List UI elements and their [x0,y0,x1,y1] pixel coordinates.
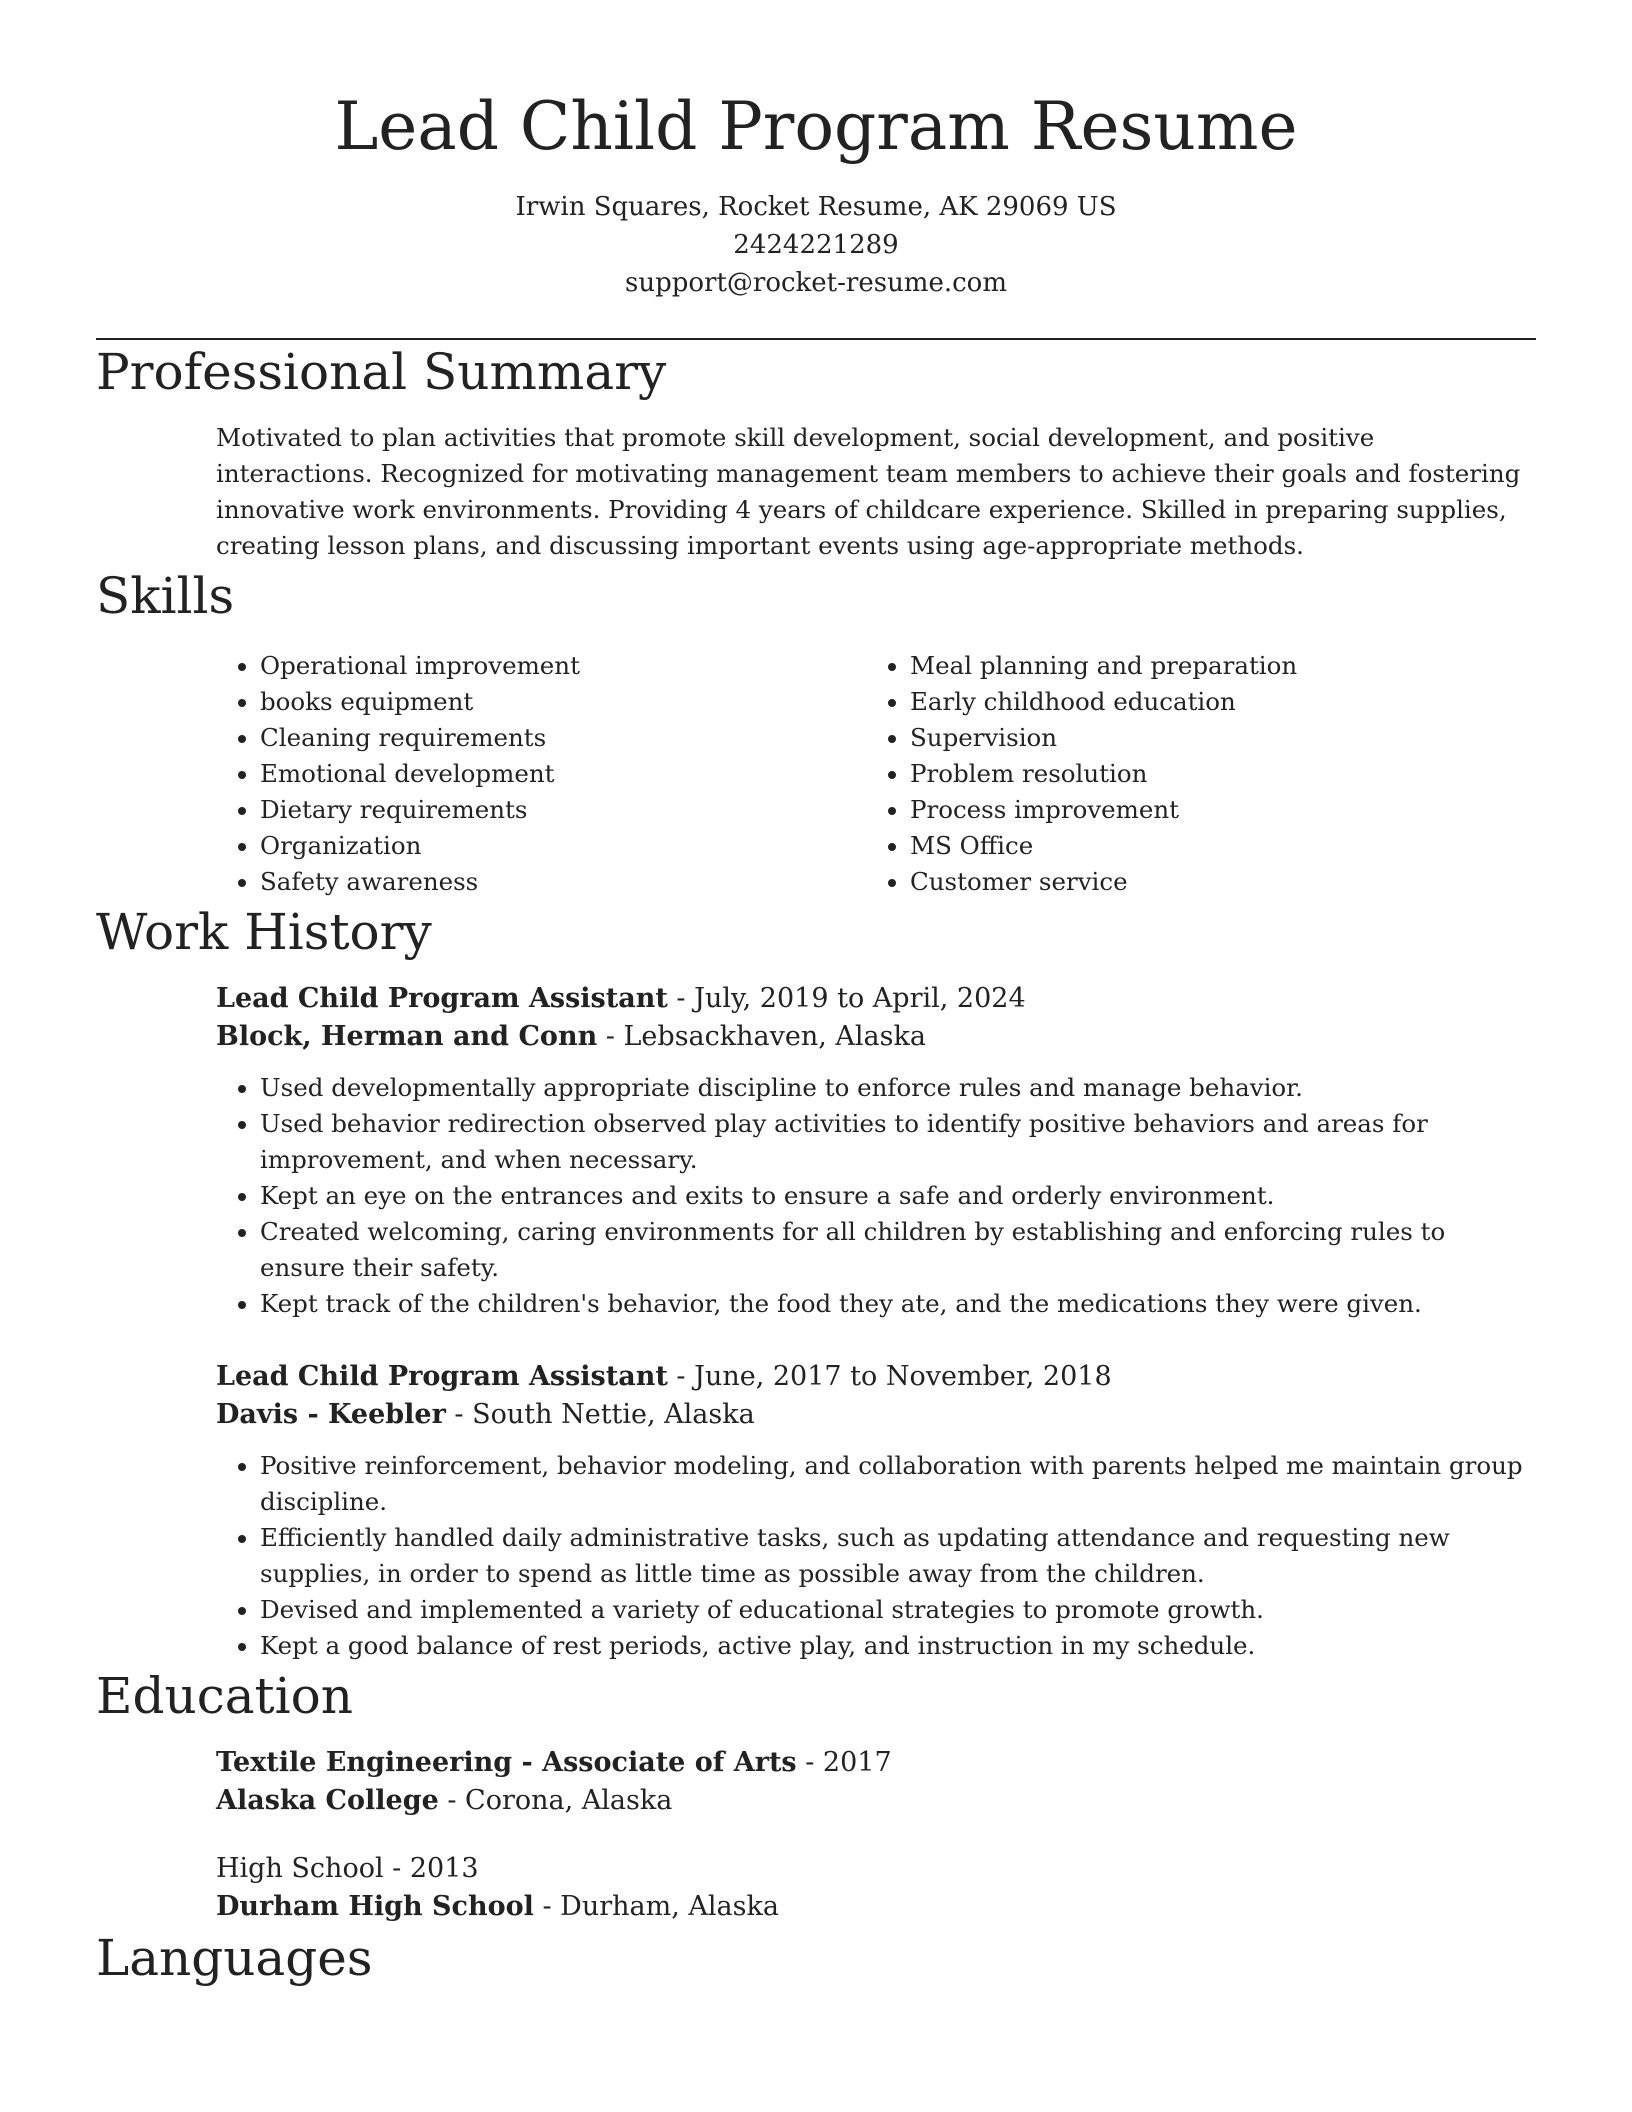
section-heading-languages: Languages [96,1929,373,1987]
education-entry [216,1744,1536,1820]
resume-page [96,0,1536,1990]
contact-email: support@rocket-resume.com [624,268,1007,298]
job-entry [216,980,1536,1322]
job-bullets [216,1070,1536,1322]
education-entry [216,1850,1536,1926]
skill-item: • books equipment [260,684,866,720]
education-degree: Textile Engineering - Associate of Arts [216,1747,797,1778]
skill-item: • MS Office [910,828,1516,864]
skill-item: • Operational improvement [260,648,866,684]
job-entry [216,1358,1536,1664]
job-company-line [216,1018,1536,1056]
resume-title: Lead Child Program Resume [334,88,1298,165]
job-bullet: • Kept an eye on the entrances and exits to ensure a safe and orderly environment. [260,1178,1536,1214]
education-degree-line [216,1850,1536,1888]
job-bullet: • Kept a good balance of rest periods, active play, and instruction in my schedule. [260,1628,1536,1664]
skill-item: • Emotional development [260,756,866,792]
education-degree-line [216,1744,1536,1782]
skill-item: • Process improvement [910,792,1516,828]
section-heading-skills: Skills [96,567,235,625]
skill-item: • Organization [260,828,866,864]
skills-column-right [866,648,1516,900]
skill-item: • Problem resolution [910,756,1516,792]
job-company-line [216,1396,1536,1434]
job-title-line [216,980,1536,1018]
job-bullet: • Devised and implemented a variety of educational strategies to promote growth. [260,1592,1536,1628]
job-bullet: • Positive reinforcement, behavior modeling, and collaboration with parents helped me maintain group discipline. [260,1448,1536,1520]
job-dates: - June, 2017 to November, 2018 [667,1361,1112,1392]
job-company: Block, Herman and Conn [216,1021,598,1052]
education-degree: High School [216,1853,384,1884]
job-bullet: • Efficiently handled daily administrative tasks, such as updating attendance and requesting new supplies, in order to spend as little time as possible away from the children. [260,1520,1536,1592]
summary-text: Motivated to plan activities that promote skill development, social development, and positive interactions. Recognized for motivating management team members to achieve their goals and fostering innovative work environments. Providing 4 years of childcare experience. Skilled in preparing supplies, creating lesson plans, and discussing important events using age-appropriate methods. [216,423,1521,560]
education-school-line [216,1888,1536,1926]
education-location: - Durham, Alaska [533,1891,779,1922]
skills-list [216,648,1536,900]
skill-item: • Safety awareness [260,864,866,900]
job-title: Lead Child Program Assistant [216,1361,668,1392]
job-bullets [216,1448,1536,1664]
job-bullet: • Created welcoming, caring environments for all children by establishing and enforcing rules to ensure their safety. [260,1214,1536,1286]
job-dates: - July, 2019 to April, 2024 [667,983,1026,1014]
education-school-line [216,1782,1536,1820]
job-location: - South Nettie, Alaska [445,1399,755,1430]
job-bullet: • Kept track of the children's behavior, the food they ate, and the medications they were given. [260,1286,1536,1322]
education-year: - 2017 [796,1747,892,1778]
section-heading-work: Work History [96,903,432,961]
education-location: - Corona, Alaska [438,1785,673,1816]
section-heading-education: Education [96,1667,353,1725]
job-bullet: • Used developmentally appropriate discipline to enforce rules and manage behavior. [260,1070,1536,1106]
contact-block [96,188,1536,302]
contact-address: Irwin Squares, Rocket Resume, AK 29069 US [515,192,1117,222]
skill-item: • Cleaning requirements [260,720,866,756]
job-location: - Lebsackhaven, Alaska [597,1021,926,1052]
job-title-line [216,1358,1536,1396]
contact-phone: 2424221289 [733,230,899,260]
job-company: Davis - Keebler [216,1399,446,1430]
skill-item: • Dietary requirements [260,792,866,828]
skill-item: • Customer service [910,864,1516,900]
skill-item: • Meal planning and preparation [910,648,1516,684]
skills-column-left [216,648,866,900]
job-title: Lead Child Program Assistant [216,983,668,1014]
skill-item: • Supervision [910,720,1516,756]
section-heading-summary: Professional Summary [96,343,667,401]
education-year: - 2013 [383,1853,479,1884]
job-bullet: • Used behavior redirection observed play activities to identify positive behaviors and areas for improvement, and when necessary. [260,1106,1536,1178]
skill-item: • Early childhood education [910,684,1516,720]
education-school: Alaska College [216,1785,439,1816]
education-school: Durham High School [216,1891,534,1922]
